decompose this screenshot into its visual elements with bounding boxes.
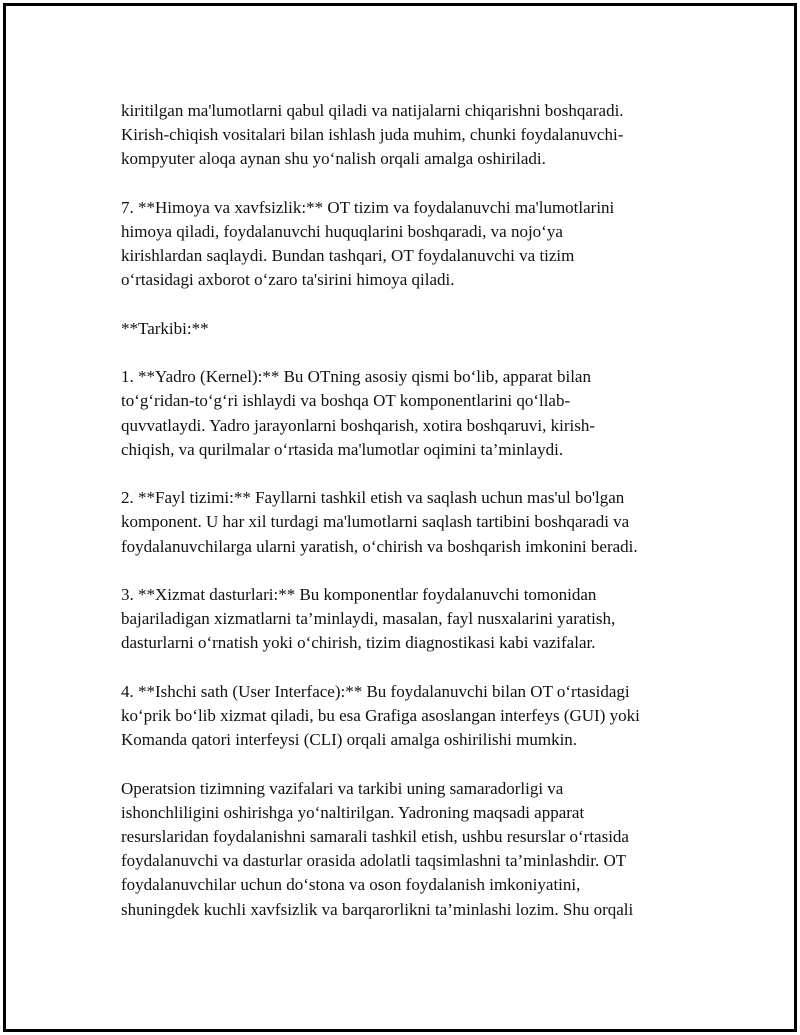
text-line: resurslaridan foydalanishni samarali tashkil etish, ushbu resurslar o‘rtasida — [121, 826, 629, 846]
text-line: quvvatlaydi. Yadro jarayonlarni boshqarish, xotira boshqaruvi, kirish- — [121, 415, 596, 435]
text-line: bajariladigan xizmatlarni ta’minlaydi, masalan, fayl nusxalarini yaratish, — [121, 609, 616, 629]
paragraph-kernel — [121, 365, 701, 462]
text-line: 7. **Himoya va xavfsizlik:** OT tizim va foydalanuvchi ma'lumotlarini — [121, 197, 615, 217]
text-line: Kirish-chiqish vositalari bilan ishlash juda muhim, chunki foydalanuvchi- — [121, 125, 624, 145]
paragraph-conclusion — [121, 777, 701, 922]
text-line: chiqish, va qurilmalar o‘rtasida ma'lumotlar oqimini ta’minlaydi. — [121, 439, 564, 459]
text-line: foydalanuvchi va dasturlar orasida adolatli taqsimlashni ta’minlashdir. OT — [121, 851, 627, 871]
text-line: himoya qiladi, foydalanuvchi huquqlarini boshqaradi, va nojo‘ya — [121, 222, 563, 241]
paragraph-user-interface — [121, 680, 701, 753]
text-line: dasturlarni o‘rnatish yoki o‘chirish, tizim diagnostikasi kabi vazifalar. — [121, 633, 596, 653]
text-line: Operatsion tizimning vazifalari va tarkibi uning samaradorligi va — [121, 778, 564, 798]
text-line: 4. **Ishchi sath (User Interface):** Bu foydalanuvchi bilan OT o‘rtasidagi — [121, 681, 630, 701]
paragraph-utilities — [121, 583, 701, 656]
section-heading-tarkibi — [121, 317, 701, 341]
text-line: ko‘prik bo‘lib xizmat qiladi, bu esa Grafiga asoslangan interfeys (GUI) yoki — [121, 705, 640, 725]
page-frame — [3, 3, 797, 1032]
paragraph-io-continuation — [121, 99, 701, 172]
text-line: to‘g‘ridan-to‘g‘ri ishlaydi va boshqa OT komponentlarini qo‘llab- — [121, 391, 571, 411]
text-line: 1. **Yadro (Kernel):** Bu OTning asosiy qismi bo‘lib, apparat bilan — [121, 367, 591, 387]
text-line: 3. **Xizmat dasturlari:** Bu komponentlar foydalanuvchi tomonidan — [121, 584, 597, 604]
text-line: komponent. U har xil turdagi ma'lumotlarni saqlash tartibini boshqaradi va — [121, 512, 630, 532]
text-line: shuningdek kuchli xavfsizlik va barqarorlikni ta’minlashi lozim. Shu orqali — [121, 899, 634, 919]
text-line: **Tarkibi:** — [121, 318, 209, 338]
document-body — [121, 99, 701, 946]
text-line: kiritilgan ma'lumotlarni qabul qiladi va natijalarni chiqarishni boshqaradi. — [121, 101, 624, 120]
text-line: foydalanuvchilarga ularni yaratish, o‘chirish va boshqarish imkonini beradi. — [121, 536, 638, 556]
text-line: kirishlardan saqlaydi. Bundan tashqari, OT foydalanuvchi va tizim — [121, 246, 575, 266]
text-line: o‘rtasidagi axborot o‘zaro ta'sirini himoya qiladi. — [121, 270, 455, 290]
text-line: ishonchliligini oshirishga yo‘naltirilgan. Yadroning maqsadi apparat — [121, 802, 585, 822]
paragraph-security — [121, 196, 701, 293]
text-line: kompyuter aloqa aynan shu yo‘nalish orqali amalga oshiriladi. — [121, 149, 546, 169]
text-line: 2. **Fayl tizimi:** Fayllarni tashkil etish va saqlash uchun mas'ul bo'lgan — [121, 488, 625, 508]
text-line: foydalanuvchilar uchun do‘stona va oson foydalanish imkoniyatini, — [121, 875, 581, 895]
paragraph-file-system — [121, 486, 701, 559]
text-line: Komanda qatori interfeysi (CLI) orqali amalga oshirilishi mumkin. — [121, 730, 578, 750]
